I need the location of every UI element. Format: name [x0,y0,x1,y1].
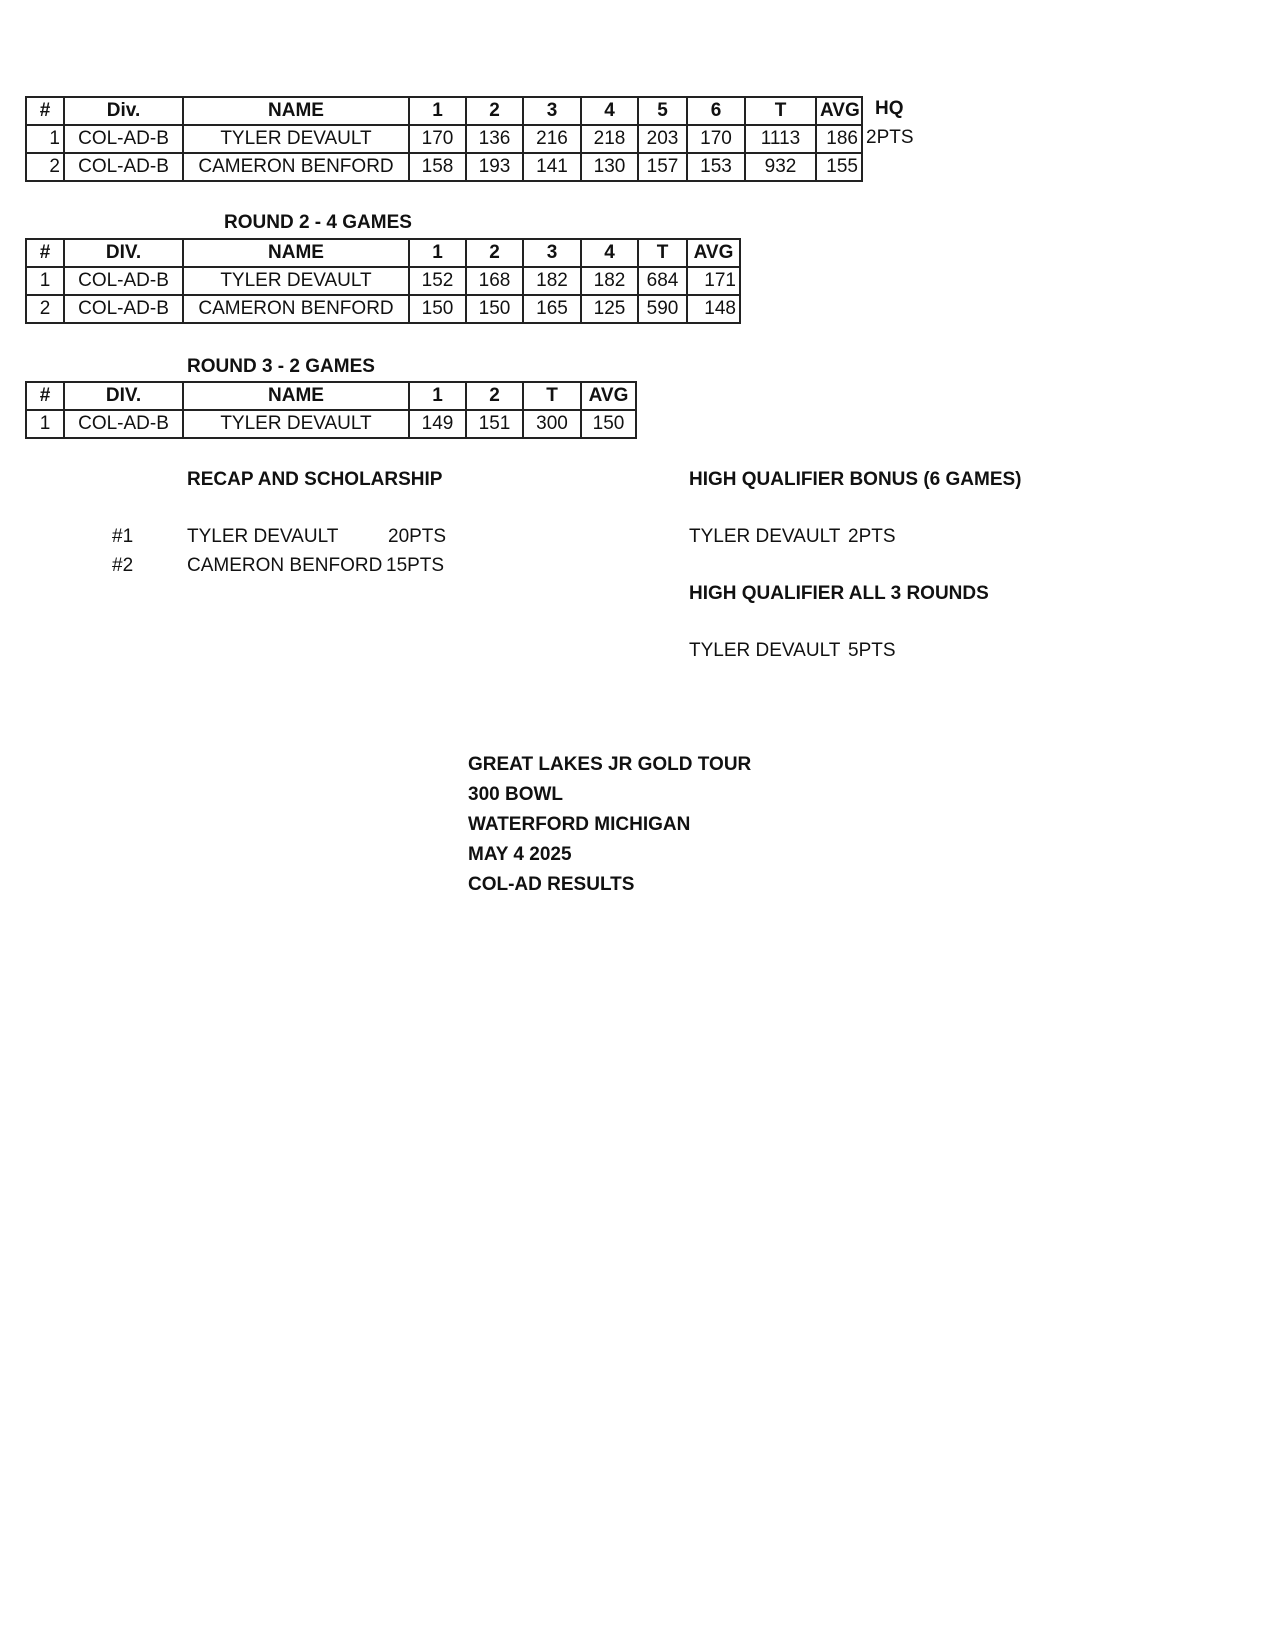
round1-table [25,96,863,182]
event-venue: 300 BOWL [468,784,564,805]
cell-total: 300 [523,410,581,438]
cell-game6: 153 [687,153,745,181]
recap-rank-1: #1 [112,526,134,547]
hq-bonus-title: HIGH QUALIFIER BONUS (6 GAMES) [689,469,1022,490]
hq-bonus-points: 2PTS [848,526,896,547]
round3-table [25,381,637,439]
round2-header-row [26,239,740,267]
cell-total: 932 [745,153,816,181]
col-header-avg: AVG [687,239,740,267]
cell-name: CAMERON BENFORD [183,153,409,181]
cell-avg: 186 [816,125,862,153]
cell-rank: 1 [26,267,64,295]
table-row [26,125,862,153]
cell-game1: 158 [409,153,466,181]
cell-div: COL-AD-B [64,267,183,295]
cell-total: 590 [638,295,687,323]
col-header-name: NAME [183,239,409,267]
cell-total: 684 [638,267,687,295]
event-date: MAY 4 2025 [468,844,572,865]
cell-game1: 150 [409,295,466,323]
col-header-div: Div. [64,97,183,125]
cell-game3: 141 [523,153,581,181]
cell-name: TYLER DEVAULT [183,125,409,153]
hq-bonus-name: TYLER DEVAULT [689,526,841,547]
cell-rank: 1 [26,125,64,153]
col-header-total: T [638,239,687,267]
event-results-label: COL-AD RESULTS [468,874,635,895]
hq-all-points: 5PTS [848,640,896,661]
recap-rank-2: #2 [112,555,134,576]
col-header-game4: 4 [581,239,638,267]
round1-header-row [26,97,862,125]
hq-all-title: HIGH QUALIFIER ALL 3 ROUNDS [689,583,989,604]
cell-div: COL-AD-B [64,295,183,323]
col-header-game2: 2 [466,382,523,410]
round3-header-row [26,382,636,410]
recap-name-2: CAMERON BENFORD [187,555,383,576]
cell-rank: 2 [26,295,64,323]
cell-game1: 149 [409,410,466,438]
col-header-rank: # [26,382,64,410]
col-header-game3: 3 [523,97,581,125]
recap-points-1: 20PTS [388,526,447,547]
col-header-game5: 5 [638,97,687,125]
event-tour-name: GREAT LAKES JR GOLD TOUR [468,754,752,775]
cell-game5: 157 [638,153,687,181]
cell-game4: 125 [581,295,638,323]
col-header-rank: # [26,97,64,125]
cell-game4: 218 [581,125,638,153]
col-header-div: DIV. [64,382,183,410]
cell-game1: 170 [409,125,466,153]
col-header-rank: # [26,239,64,267]
col-header-avg: AVG [581,382,636,410]
recap-title: RECAP AND SCHOLARSHIP [187,469,443,490]
cell-div: COL-AD-B [64,125,183,153]
col-header-game2: 2 [466,239,523,267]
cell-game4: 182 [581,267,638,295]
col-header-game1: 1 [409,382,466,410]
cell-game2: 168 [466,267,523,295]
cell-game6: 170 [687,125,745,153]
hq-header: HQ [875,98,904,119]
cell-avg: 150 [581,410,636,438]
cell-avg: 155 [816,153,862,181]
cell-game2: 193 [466,153,523,181]
col-header-game1: 1 [409,239,466,267]
cell-game4: 130 [581,153,638,181]
event-info [468,750,751,900]
round2-title: ROUND 2 - 4 GAMES [224,212,412,233]
table-row [26,295,740,323]
cell-name: CAMERON BENFORD [183,295,409,323]
col-header-game1: 1 [409,97,466,125]
cell-avg: 148 [687,295,740,323]
cell-game3: 165 [523,295,581,323]
col-header-game2: 2 [466,97,523,125]
cell-game2: 136 [466,125,523,153]
col-header-name: NAME [183,382,409,410]
cell-game3: 182 [523,267,581,295]
cell-game1: 152 [409,267,466,295]
cell-game3: 216 [523,125,581,153]
table-row [26,410,636,438]
col-header-total: T [523,382,581,410]
cell-name: TYLER DEVAULT [183,267,409,295]
col-header-game6: 6 [687,97,745,125]
hq-value: 2PTS [866,127,914,148]
col-header-div: DIV. [64,239,183,267]
table-row [26,267,740,295]
col-header-game3: 3 [523,239,581,267]
col-header-total: T [745,97,816,125]
cell-rank: 1 [26,410,64,438]
round3-title: ROUND 3 - 2 GAMES [187,356,375,377]
cell-total: 1113 [745,125,816,153]
cell-rank: 2 [26,153,64,181]
cell-game2: 151 [466,410,523,438]
table-row [26,153,862,181]
recap-points-2: 15PTS [386,555,445,576]
hq-all-name: TYLER DEVAULT [689,640,841,661]
cell-game2: 150 [466,295,523,323]
cell-avg: 171 [687,267,740,295]
cell-div: COL-AD-B [64,410,183,438]
col-header-avg: AVG [816,97,862,125]
event-location: WATERFORD MICHIGAN [468,814,691,835]
col-header-game4: 4 [581,97,638,125]
recap-name-1: TYLER DEVAULT [187,526,339,547]
cell-name: TYLER DEVAULT [183,410,409,438]
cell-div: COL-AD-B [64,153,183,181]
round2-table [25,238,741,324]
cell-game5: 203 [638,125,687,153]
col-header-name: NAME [183,97,409,125]
